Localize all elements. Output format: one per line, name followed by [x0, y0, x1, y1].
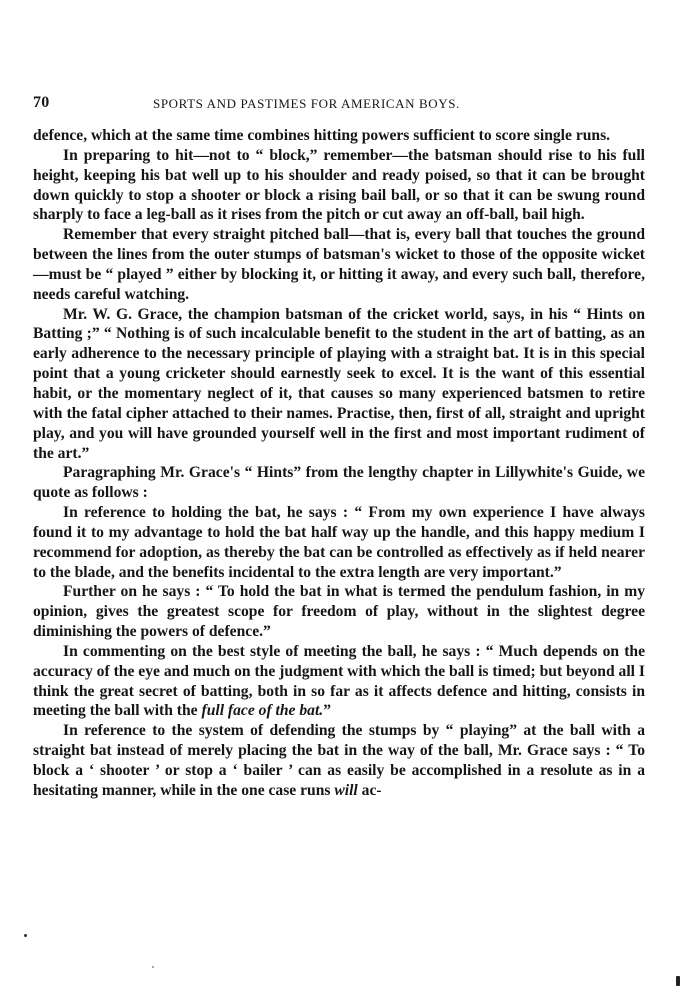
meeting-ball-italic: full face of the bat. — [201, 702, 324, 720]
ink-speck — [676, 976, 680, 986]
body-text — [33, 126, 645, 801]
meeting-ball-close: ” — [323, 702, 331, 720]
defending-stumps-end: ac- — [357, 781, 382, 799]
paragraph-meeting-ball — [33, 642, 645, 721]
defending-stumps-text: In reference to the system of defending the stumps by “ playing” at the ball with a straight bat instead of merely placing the bat in the way of the ball, Mr. Grace says : “ To block a ‘ shooter ’ or stop a ‘ bailer ’ can as easily be accomplished in a resolute as in a hesitating manner, while in the one case runs — [33, 722, 645, 799]
running-header — [33, 94, 643, 114]
defending-stumps-italic: will — [334, 781, 358, 799]
running-title: SPORTS AND PASTIMES FOR AMERICAN BOYS. — [153, 96, 460, 111]
paragraph-straight-pitched-ball: Remember that every straight pitched ball—that is, every ball that touches the ground between the lines from the outer stumps of batsman's wicket to those of the opposite wicket—must be “ played ” either by blocking it, or hitting it away, and every such ball, therefore, needs careful watching. — [33, 226, 645, 303]
page-number: 70 — [33, 94, 50, 111]
paragraph-preparing-to-hit: In preparing to hit—not to “ block,” remember—the batsman should rise to his full height, keeping his bat well up to his shoulder and ready poised, so that it can be brought down quickly to stop a shooter or block a rising bail ball, or so that it can be swung round sharply to face a leg-ball as it rises from the pitch or cut away an off-ball, bail high. — [33, 146, 645, 224]
paragraph-continued: defence, which at the same time combines hitting powers sufficient to score single runs. — [33, 127, 611, 144]
paragraph-pendulum-fashion: Further on he says : “ To hold the bat in what is termed the pendulum fashion, in my opinion, gives the greatest scope for freedom of play, without in the slightest degree diminishing the powers of defence.” — [33, 583, 645, 641]
ink-speck — [24, 934, 27, 937]
paragraph-holding-bat: In reference to holding the bat, he says : “ From my own experience I have always found it to my advantage to hold the bat half way up the handle, and this happy medium I recommend for adoption, as thereby the bat can be controlled as effectively as if held nearer to the blade, and the benefits incidental to the extra length are very important.” — [33, 504, 645, 581]
paragraph-lillywhite-guide: Paragraphing Mr. Grace's “ Hints” from the lengthy chapter in Lillywhite's Guide, we quote as follows : — [33, 464, 645, 502]
paragraph-grace-hints: Mr. W. G. Grace, the champion batsman of the cricket world, says, in his “ Hints on Batting ;” “ Nothing is of such incalculable benefit to the student in the art of batting, as an early adherence to the necessary principle of playing with a straight bat. It is in this special point that a young cricketer should earnestly seek to excel. It is the want of this essential habit, or the momentary neglect of it, that causes so many experienced batsmen to retire with the fatal cipher attached to their names. Practise, then, first of all, straight and upright play, and you will have grounded yourself well in the first and most important rudiment of the art.” — [33, 305, 645, 462]
paragraph-defending-stumps — [33, 721, 645, 800]
meeting-ball-text: In commenting on the best style of meeting the ball, he says : “ Much depends on the accuracy of the eye and much on the judgment with which the ball is timed; but beyond all I think the great secret of batting, both in so far as it affects defence and hitting, consists in meeting the ball with the — [33, 642, 645, 720]
ink-speck — [152, 966, 154, 968]
